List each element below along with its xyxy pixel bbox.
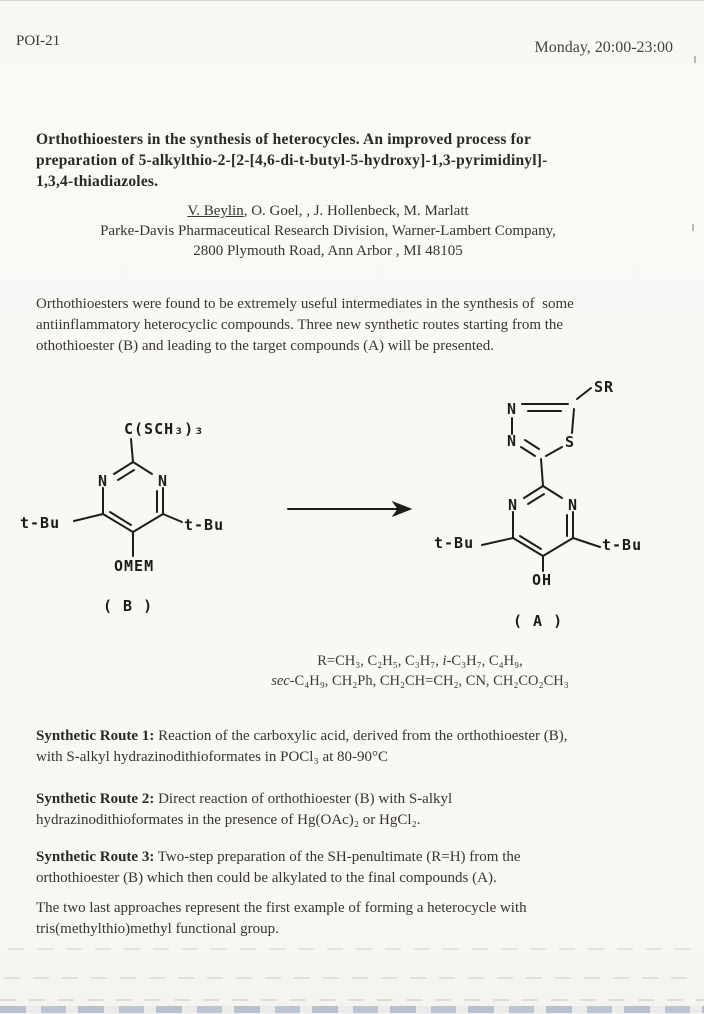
compound-b-tbu-right: t-Bu (184, 516, 225, 534)
route-3-line-2: orthothioester (B) which then could be alkylated to the final compounds (A). (36, 870, 497, 886)
abstract-title-line-1: Orthothioesters in the synthesis of heterocycles. An improved process for (36, 131, 532, 148)
compound-a-oh-group: OH (531, 571, 553, 589)
route-2-line-2: hydrazinodithioformates in the presence of Hg(OAc)₂ or HgCl₂. (36, 812, 421, 828)
scan-artifact-speck-2 (692, 224, 694, 231)
compound-a-tbu-right: t-Bu (602, 536, 643, 554)
compound-b-omem-group: OMEM (114, 557, 155, 575)
compound-b-top-substituent: C(SCH₃)₃ (124, 420, 205, 438)
scan-artifact-noise-band-3 (0, 999, 704, 1001)
r-groups-line-1 (130, 651, 704, 671)
compound-b-n-right-atom: N (157, 472, 169, 490)
session-code: POI-21 (16, 33, 61, 49)
closing-line-2: tris(methylthio)methyl functional group. (36, 921, 279, 937)
route-2-text-a: Direct reaction of orthothioester (B) with S-alkyl (154, 791, 453, 807)
affiliation-line-2: 2800 Plymouth Road, Ann Arbor , MI 48105 (193, 243, 463, 259)
author-affiliation-block (16, 201, 640, 261)
compound-a-n-left-atom: N (507, 496, 519, 514)
route-2-line-1 (36, 789, 688, 810)
compound-a-structure (434, 378, 642, 630)
compound-a-s-atom: S (564, 433, 576, 451)
compound-b-n-left-atom: N (97, 472, 109, 490)
abstract-line-3: othothioester (B) and leading to the target compounds (A) will be presented. (36, 338, 494, 354)
compound-b-structure (20, 420, 224, 615)
r-groups-definition (130, 651, 704, 691)
route-3-text-a: Two-step preparation of the SH-penultimate (R=H) from the (154, 849, 521, 865)
reaction-arrow (288, 502, 411, 516)
authors-line (16, 201, 640, 221)
compound-a-tbu-left: t-Bu (434, 534, 475, 552)
r-groups-line-2 (130, 671, 704, 691)
route-2-label: Synthetic Route 2: (36, 791, 155, 807)
author-presenting: V. Beylin (187, 203, 244, 219)
r-groups-line-1-prefix: R=CH₃, C₂H₅, C₃H₇, (317, 653, 443, 669)
abstract-title (36, 129, 666, 192)
authors-rest: , O. Goel, , J. Hollenbeck, M. Marlatt (243, 203, 469, 219)
compound-a-n-top-atom: N (506, 400, 518, 418)
synthetic-route-3 (36, 847, 688, 889)
abstract-paragraph (36, 294, 688, 357)
route-3-label: Synthetic Route 3: (36, 849, 155, 865)
scan-artifact-bottom-strip (0, 1006, 704, 1013)
compound-a-n-bottom-atom: N (506, 432, 518, 450)
affiliation-line-1: Parke-Davis Pharmaceutical Research Division, Warner-Lambert Company, (100, 223, 556, 239)
scan-artifact-noise-band-1 (8, 948, 696, 950)
abstract-line-2: antiinflammatory heterocyclic compounds. Three new synthetic routes starting from the (36, 317, 564, 333)
closing-line-1: The two last approaches represent the first example of forming a heterocycle with (36, 900, 527, 916)
compound-a-label: ( A ) (513, 612, 564, 630)
closing-paragraph (36, 898, 688, 940)
route-1-label: Synthetic Route 1: (36, 728, 155, 744)
r-groups-line-1-suffix: -C₃H₇, C₄H₉, (446, 653, 523, 669)
r-groups-line-2-italic: sec (271, 673, 290, 689)
route-3-line-1 (36, 847, 688, 868)
compound-b-tbu-left: t-Bu (20, 514, 61, 532)
reaction-scheme (0, 370, 704, 640)
abstract-line-1: Orthothioesters were found to be extremely useful intermediates in the synthesis of some (36, 296, 574, 312)
abstract-title-line-3: 1,3,4-thiadiazoles. (36, 173, 159, 190)
scan-artifact-speck-1 (694, 56, 696, 63)
compound-b-label: ( B ) (103, 597, 154, 615)
abstract-title-line-2: preparation of 5-alkylthio-2-[2-[4,6-di-t-butyl-5-hydroxy]-1,3-pyrimidinyl]- (36, 152, 548, 169)
r-groups-line-2-suffix: -C₄H₉, CH₂Ph, CH₂CH=CH₂, CN, CH₂CO₂CH₃ (289, 673, 569, 689)
synthetic-route-2 (36, 789, 688, 831)
session-time: Monday, 20:00-23:00 (534, 39, 673, 56)
r-groups-line-1-italic: i (442, 653, 447, 669)
synthetic-route-1 (36, 726, 688, 768)
route-1-line-1 (36, 726, 688, 747)
route-1-text-a: Reaction of the carboxylic acid, derived from the orthothioester (B), (154, 728, 568, 744)
compound-a-sr-group: SR (594, 378, 615, 396)
route-1-line-2: with S-alkyl hydrazinodithioformates in POCl₃ at 80-90°C (36, 749, 389, 765)
scan-artifact-top-edge (0, 0, 704, 1)
scan-artifact-noise-band-2 (4, 977, 700, 979)
compound-a-n-right-atom: N (567, 496, 579, 514)
